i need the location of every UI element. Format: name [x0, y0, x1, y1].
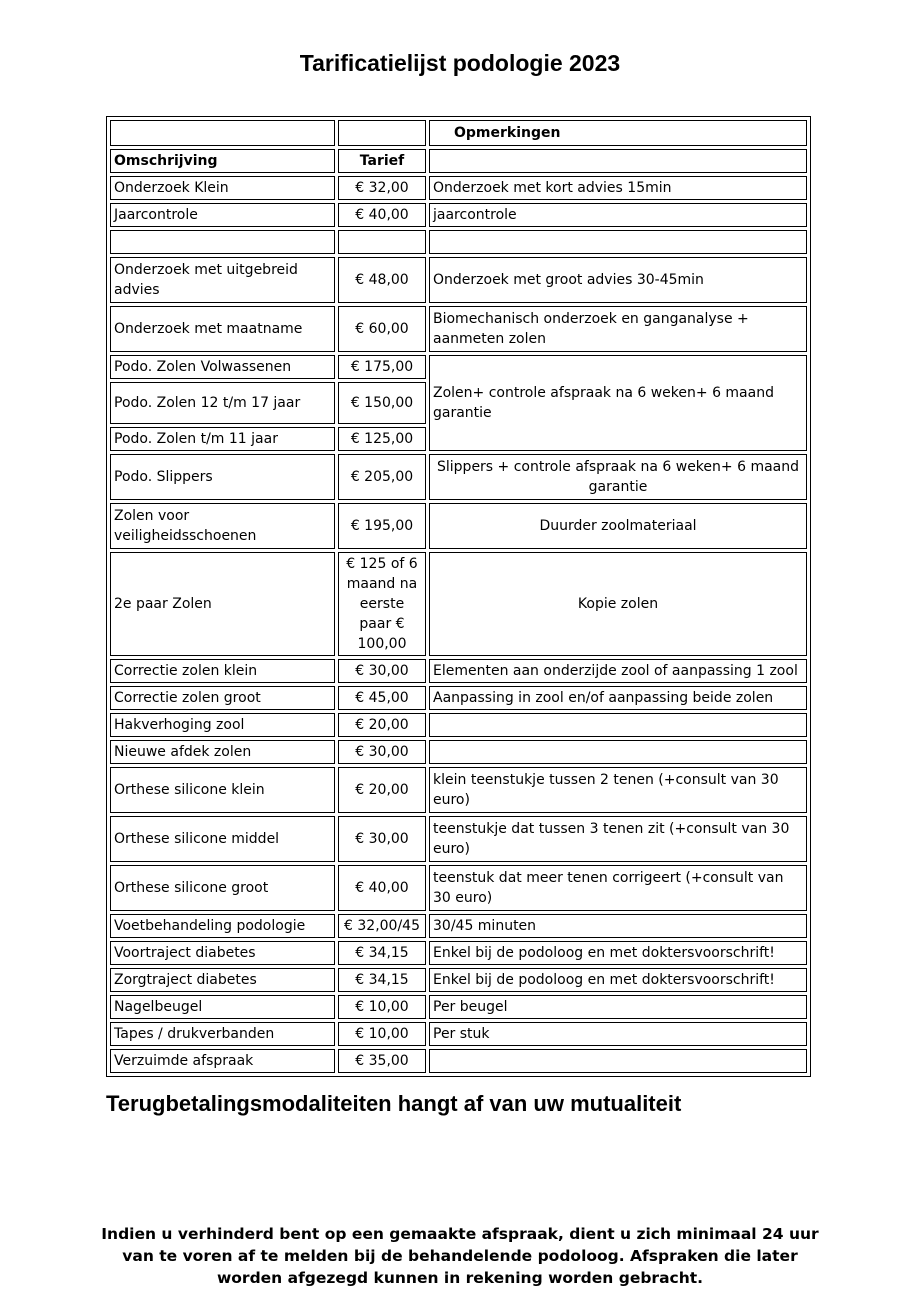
header-tarief: Tarief	[338, 149, 426, 173]
row-note: jaarcontrole	[429, 203, 807, 227]
row-price: € 205,00	[338, 454, 426, 500]
row-price: € 40,00	[338, 203, 426, 227]
row-price: € 150,00	[338, 382, 426, 424]
table-row	[110, 257, 807, 303]
row-price: € 30,00	[338, 816, 426, 862]
table-row	[110, 740, 807, 764]
row-price: € 30,00	[338, 740, 426, 764]
tariff-table	[106, 116, 811, 1077]
row-note: Zolen+ controle afspraak na 6 weken+ 6 maand garantie	[429, 355, 807, 451]
row-price: € 45,00	[338, 686, 426, 710]
table-row	[110, 767, 807, 813]
table-row	[110, 1049, 807, 1073]
row-description: Podo. Zolen t/m 11 jaar	[110, 427, 335, 451]
row-note: Duurder zoolmateriaal	[429, 503, 807, 549]
row-note: Aanpassing in zool en/of aanpassing beide zolen	[429, 686, 807, 710]
row-note: Per stuk	[429, 1022, 807, 1046]
row-description: Zorgtraject diabetes	[110, 968, 335, 992]
row-note: Elementen aan onderzijde zool of aanpassing 1 zool	[429, 659, 807, 683]
row-note: Slippers + controle afspraak na 6 weken+ 6 maand garantie	[429, 454, 807, 500]
table-row	[110, 306, 807, 352]
row-price: € 175,00	[338, 355, 426, 379]
table-row	[110, 1022, 807, 1046]
table-row	[110, 454, 807, 500]
table-row	[110, 995, 807, 1019]
table-row	[110, 968, 807, 992]
row-description: Verzuimde afspraak	[110, 1049, 335, 1073]
row-price: € 10,00	[338, 1022, 426, 1046]
table-cell	[338, 120, 426, 146]
row-description: Orthese silicone middel	[110, 816, 335, 862]
row-description: Onderzoek met maatname	[110, 306, 335, 352]
row-price: € 34,15	[338, 941, 426, 965]
row-price: € 32,00	[338, 176, 426, 200]
row-note: Onderzoek met kort advies 15min	[429, 176, 807, 200]
row-price: € 125,00	[338, 427, 426, 451]
row-price: € 20,00	[338, 767, 426, 813]
row-price: € 20,00	[338, 713, 426, 737]
row-note: Enkel bij de podoloog en met doktersvoorschrift!	[429, 968, 807, 992]
row-description: Hakverhoging zool	[110, 713, 335, 737]
table-row	[110, 503, 807, 549]
row-description: Nagelbeugel	[110, 995, 335, 1019]
row-description: 2e paar Zolen	[110, 552, 335, 656]
row-note: teenstuk dat meer tenen corrigeert (+consult van 30 euro)	[429, 865, 807, 911]
table-row	[110, 176, 807, 200]
table-row	[110, 914, 807, 938]
row-note	[429, 230, 807, 254]
table-row	[110, 713, 807, 737]
table-row	[110, 203, 807, 227]
row-note: Onderzoek met groot advies 30-45min	[429, 257, 807, 303]
row-description	[110, 230, 335, 254]
row-price	[338, 230, 426, 254]
row-price: € 48,00	[338, 257, 426, 303]
row-description: Nieuwe afdek zolen	[110, 740, 335, 764]
row-note	[429, 1049, 807, 1073]
row-note: klein teenstukje tussen 2 tenen (+consult van 30 euro)	[429, 767, 807, 813]
row-description: Jaarcontrole	[110, 203, 335, 227]
table-row	[110, 686, 807, 710]
row-description: Correctie zolen groot	[110, 686, 335, 710]
row-description: Zolen voor veiligheidsschoenen	[110, 503, 335, 549]
table-cell	[110, 120, 335, 146]
row-note	[429, 713, 807, 737]
row-description: Orthese silicone groot	[110, 865, 335, 911]
page-title: Tarificatielijst podologie 2023	[299, 50, 621, 76]
header-omschrijving: Omschrijving	[110, 149, 335, 173]
row-price: € 195,00	[338, 503, 426, 549]
table-row	[110, 816, 807, 862]
row-price: € 34,15	[338, 968, 426, 992]
row-description: Tapes / drukverbanden	[110, 1022, 335, 1046]
cancellation-policy: Indien u verhinderd bent op een gemaakte afspraak, dient u zich minimaal 24 uur van te voren af te melden bij de behandelende podoloog. Afspraken die later worden afgezegd kunnen in rekening worden gebracht.	[101, 1225, 819, 1287]
row-price: € 30,00	[338, 659, 426, 683]
row-price: € 10,00	[338, 995, 426, 1019]
table-row	[110, 941, 807, 965]
row-note: Per beugel	[429, 995, 807, 1019]
row-note: Kopie zolen	[429, 552, 807, 656]
header-opmerkingen: Opmerkingen	[429, 120, 807, 146]
row-price: € 40,00	[338, 865, 426, 911]
table-header-row	[110, 120, 807, 146]
row-price: € 60,00	[338, 306, 426, 352]
reimbursement-notice: Terugbetalingsmodaliteiten hangt af van uw mutualiteit	[106, 1091, 682, 1116]
table-header-row	[110, 149, 807, 173]
row-description: Voortraject diabetes	[110, 941, 335, 965]
row-price: € 125 of 6 maand na eerste paar € 100,00	[338, 552, 426, 656]
row-price: € 32,00/45	[338, 914, 426, 938]
row-note: teenstukje dat tussen 3 tenen zit (+consult van 30 euro)	[429, 816, 807, 862]
row-description: Podo. Zolen Volwassenen	[110, 355, 335, 379]
row-note: Biomechanisch onderzoek en ganganalyse + aanmeten zolen	[429, 306, 807, 352]
row-note	[429, 740, 807, 764]
table-row	[110, 355, 807, 379]
row-note: Enkel bij de podoloog en met doktersvoorschrift!	[429, 941, 807, 965]
row-description: Correctie zolen klein	[110, 659, 335, 683]
row-description: Voetbehandeling podologie	[110, 914, 335, 938]
table-row	[110, 230, 807, 254]
row-description: Podo. Slippers	[110, 454, 335, 500]
table-row	[110, 552, 807, 656]
row-description: Onderzoek met uitgebreid advies	[110, 257, 335, 303]
row-description: Orthese silicone klein	[110, 767, 335, 813]
table-cell	[429, 149, 807, 173]
row-price: € 35,00	[338, 1049, 426, 1073]
table-row	[110, 865, 807, 911]
row-note: 30/45 minuten	[429, 914, 807, 938]
row-description: Podo. Zolen 12 t/m 17 jaar	[110, 382, 335, 424]
table-row	[110, 659, 807, 683]
row-description: Onderzoek Klein	[110, 176, 335, 200]
